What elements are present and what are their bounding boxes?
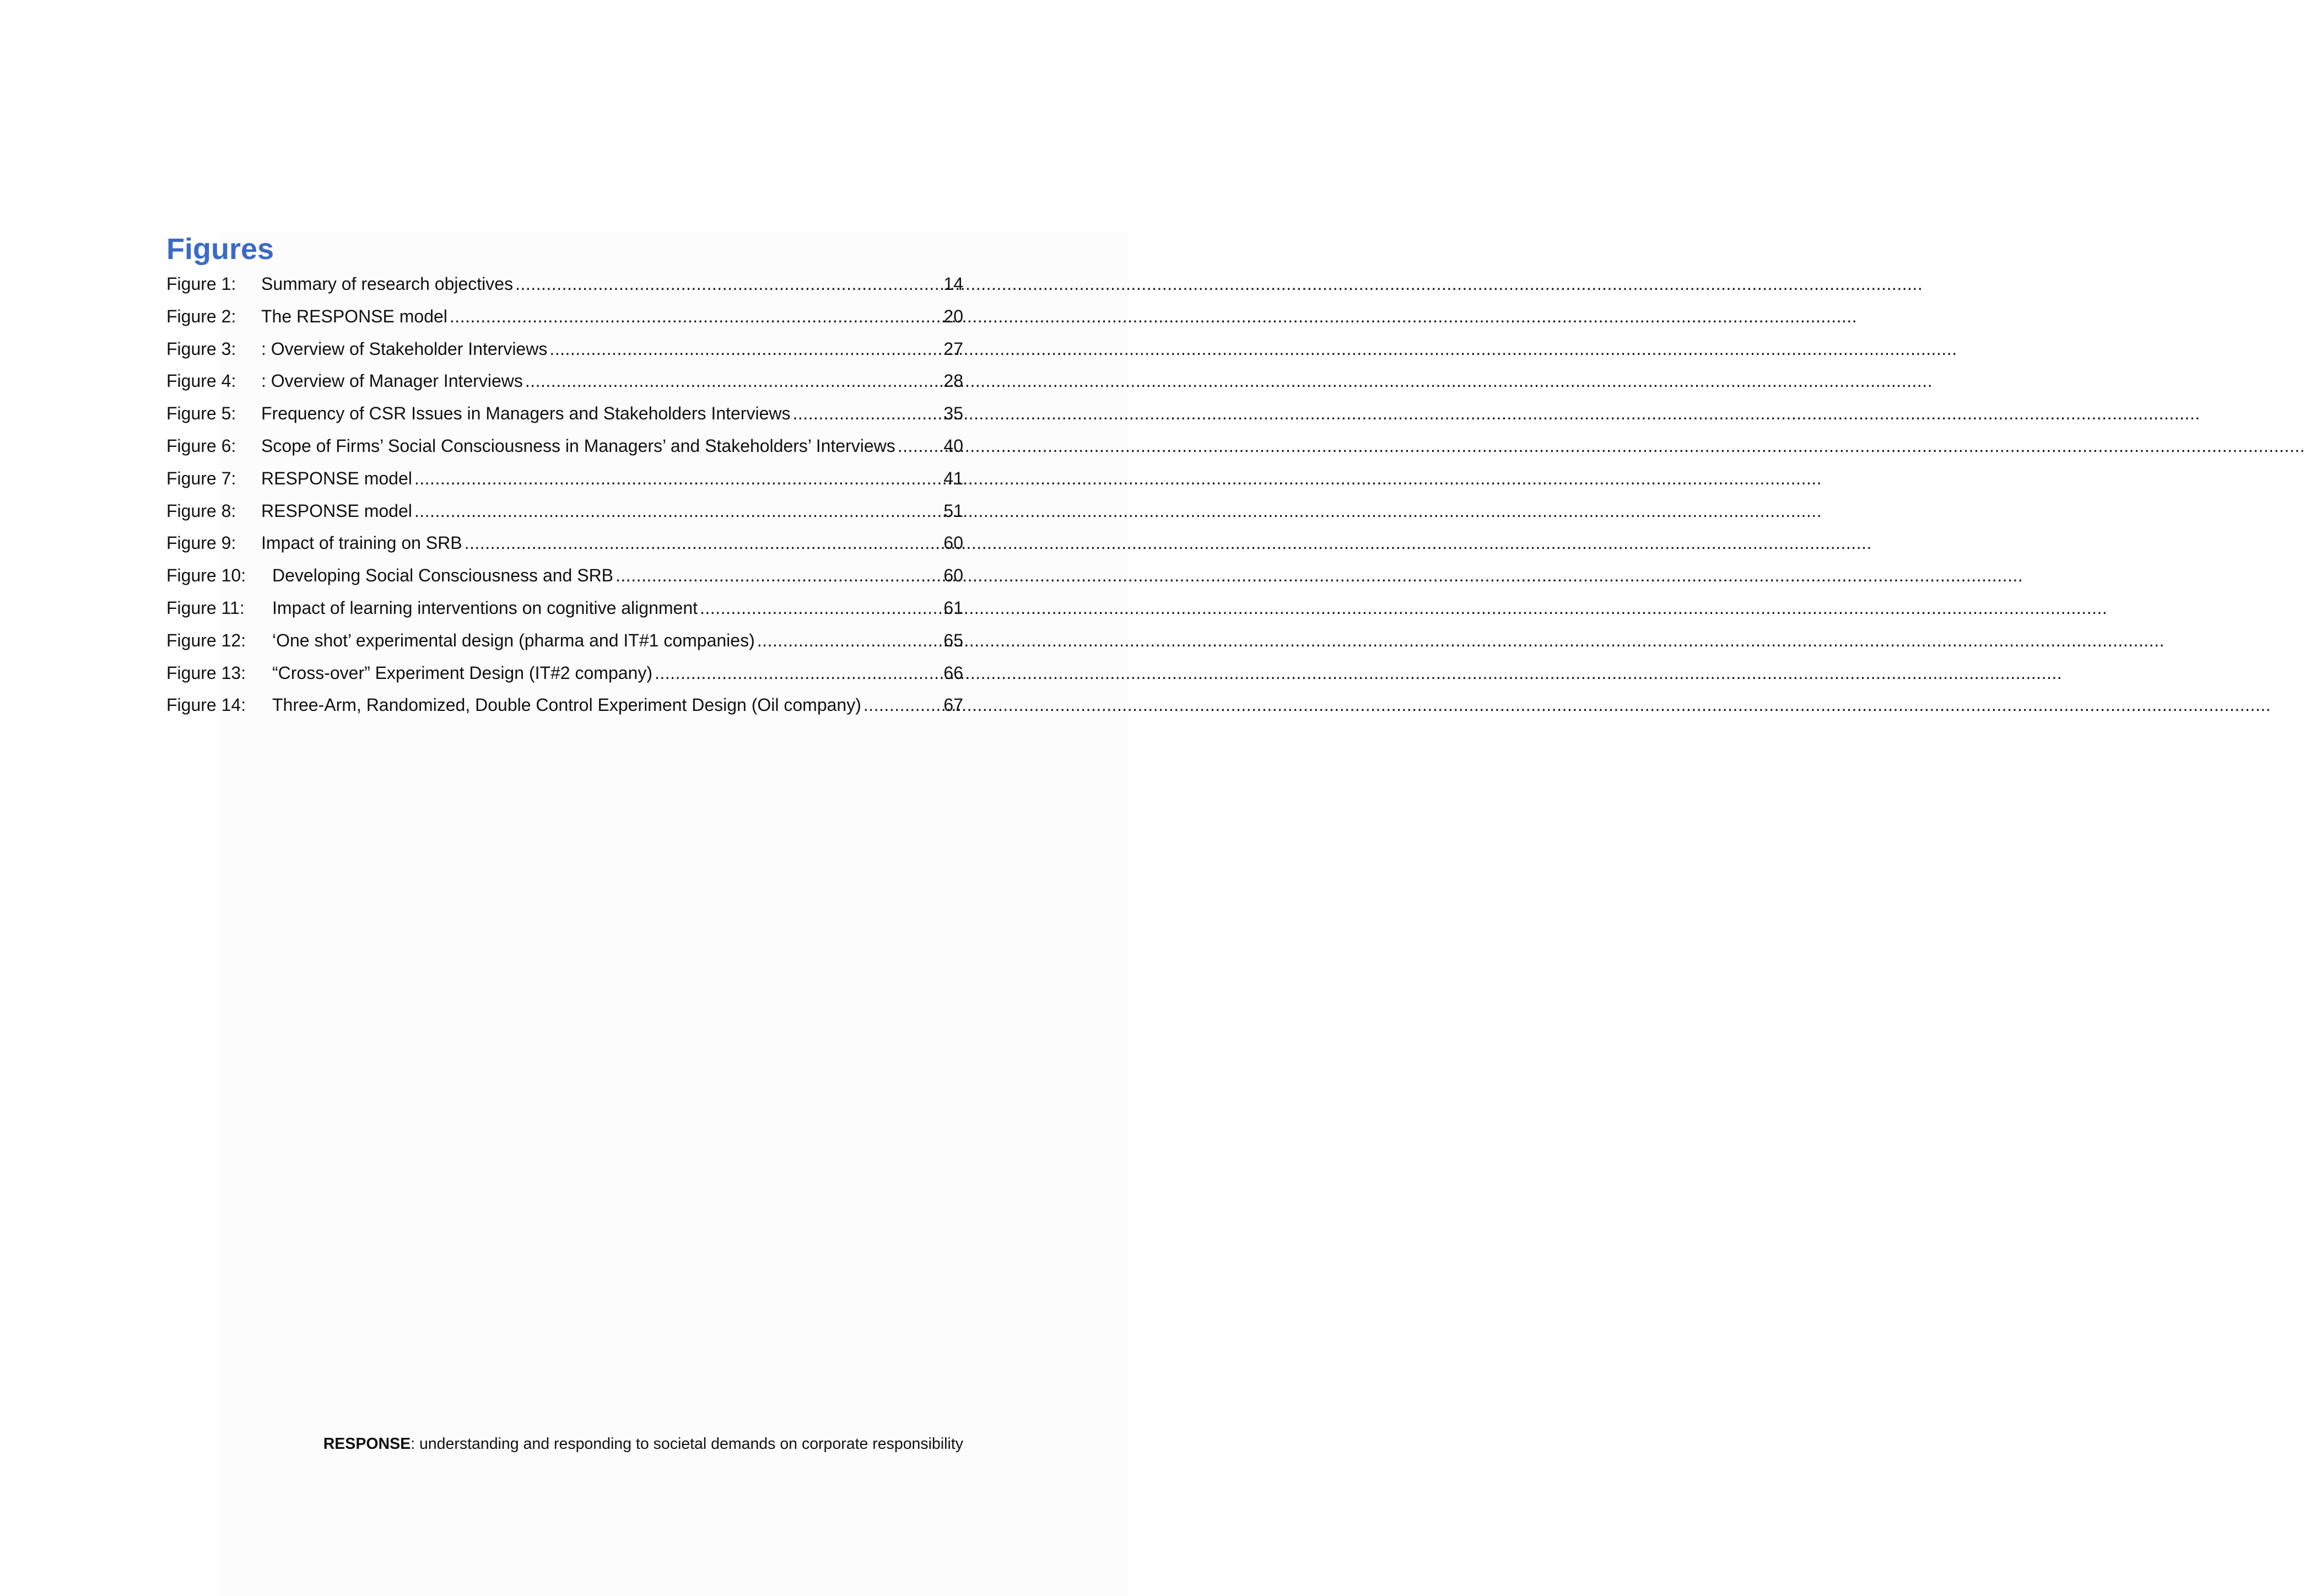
figure-title: Scope of Firms’ Social Consciousness in Managers’ and Stakeholders’ Interviews	[261, 435, 895, 456]
figures-list-section	[166, 231, 963, 721]
dot-leader	[414, 462, 942, 495]
page-number: 60	[943, 533, 963, 553]
toc-entry[interactable]	[166, 495, 963, 527]
toc-entry[interactable]	[166, 430, 963, 462]
dot-leader	[414, 495, 942, 527]
figure-number: Figure 6:	[166, 435, 236, 456]
dot-leader	[655, 657, 941, 689]
page-number: 51	[943, 500, 963, 521]
figure-number: Figure 11:	[166, 597, 245, 618]
page-number: 14	[943, 274, 963, 294]
toc-entry[interactable]	[166, 592, 963, 624]
figure-number: Figure 3:	[166, 338, 236, 359]
figure-number: Figure 10:	[166, 565, 246, 586]
figure-number: Figure 13:	[166, 662, 246, 683]
toc-entry[interactable]	[166, 365, 963, 397]
dot-leader	[465, 527, 942, 559]
page-number: 20	[943, 306, 963, 326]
figure-number: Figure 7:	[166, 468, 236, 488]
section-heading: Figures	[166, 233, 274, 266]
dot-leader	[450, 300, 942, 333]
dot-leader	[700, 592, 941, 624]
toc-entry[interactable]	[166, 657, 963, 689]
dot-leader	[757, 624, 942, 657]
footer-tagline: : understanding and responding to societal demands on corporate responsibility	[411, 1435, 963, 1453]
figure-number: Figure 4:	[166, 371, 236, 391]
figure-title: : Overview of Stakeholder Interviews	[261, 338, 548, 359]
figure-number: Figure 12:	[166, 630, 246, 650]
page-number: 66	[943, 662, 963, 683]
figure-number: Figure 14:	[166, 695, 246, 715]
figure-number: Figure 2:	[166, 306, 236, 326]
page-number: 61	[943, 597, 963, 618]
toc-entry[interactable]	[166, 559, 963, 592]
page-number: 40	[943, 435, 963, 456]
toc-entry[interactable]	[166, 689, 963, 721]
page-number: 28	[943, 371, 963, 391]
dot-leader	[863, 689, 942, 721]
page-number: 41	[943, 468, 963, 488]
figure-title: Developing Social Consciousness and SRB	[272, 565, 614, 586]
figure-title: Frequency of CSR Issues in Managers and Stakeholders Interviews	[261, 403, 791, 424]
page-footer	[323, 1433, 963, 1455]
figure-title: RESPONSE model	[261, 468, 412, 488]
toc-entry[interactable]	[166, 397, 963, 430]
dot-leader	[515, 268, 941, 300]
figure-title: : Overview of Manager Interviews	[261, 371, 523, 391]
figure-title: Impact of training on SRB	[261, 533, 462, 553]
figure-number: Figure 8:	[166, 500, 236, 521]
dot-leader	[549, 333, 941, 365]
toc-entry[interactable]	[166, 527, 963, 559]
toc-entry[interactable]	[166, 462, 963, 495]
page-number: 60	[943, 565, 963, 586]
figure-title: Three-Arm, Randomized, Double Control Experiment Design (Oil company)	[272, 695, 861, 715]
figure-title: RESPONSE model	[261, 500, 412, 521]
figure-number: Figure 1:	[166, 274, 236, 294]
toc-entry[interactable]	[166, 300, 963, 333]
figure-title: Impact of learning interventions on cognitive alignment	[272, 597, 698, 618]
footer-project-name: RESPONSE	[323, 1435, 411, 1453]
dot-leader	[525, 365, 942, 397]
figure-title: “Cross-over” Experiment Design (IT#2 company)	[272, 662, 652, 683]
toc-entry[interactable]	[166, 333, 963, 365]
page-number: 67	[943, 695, 963, 715]
toc-entry[interactable]	[166, 624, 963, 657]
page-number: 27	[943, 338, 963, 359]
page-number: 35	[943, 403, 963, 424]
figure-number: Figure 9:	[166, 533, 236, 553]
figure-title: The RESPONSE model	[261, 306, 447, 326]
figure-title: ‘One shot’ experimental design (pharma and IT#1 companies)	[272, 630, 755, 650]
dot-leader	[616, 559, 941, 592]
dot-leader	[898, 430, 942, 462]
page-number: 65	[943, 630, 963, 650]
figure-title: Summary of research objectives	[261, 274, 514, 294]
figure-number: Figure 5:	[166, 403, 236, 424]
dot-leader	[792, 397, 941, 430]
toc-entry[interactable]	[166, 268, 963, 300]
